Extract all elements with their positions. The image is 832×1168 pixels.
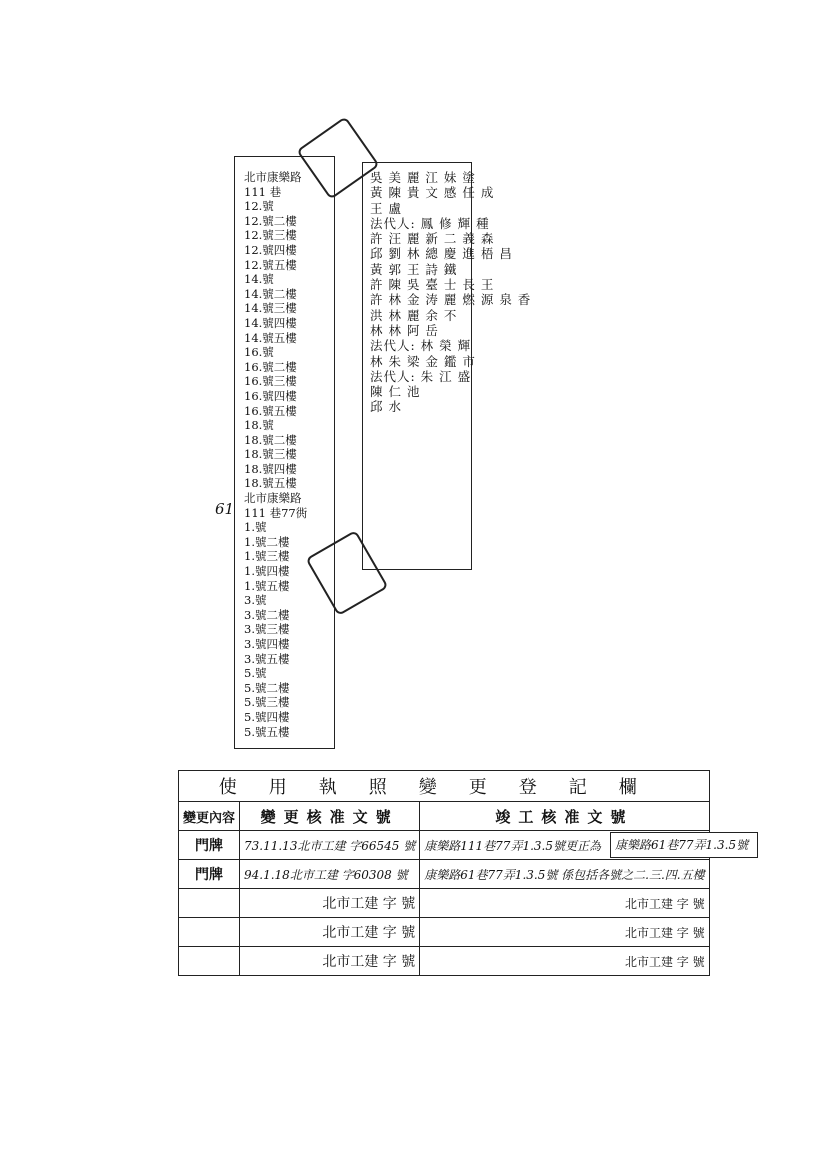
- address-line: 1.號二樓: [244, 534, 290, 549]
- address-line: 18.號五樓: [244, 476, 297, 491]
- owner-line: 許 汪 麗 新 二 義 森: [370, 231, 495, 247]
- address-line: 16.號: [244, 345, 274, 360]
- address-line: 1.號: [244, 520, 267, 535]
- owner-line: 黃 陳 貴 文 感 任 成: [370, 185, 495, 201]
- header-change-approval: 變更核准文號: [240, 802, 420, 831]
- address-line: 12.號二樓: [244, 213, 297, 228]
- row-content: [179, 918, 240, 947]
- handwritten-note: 康樂路61巷77弄1.3.5號: [610, 832, 758, 858]
- address-line: 14.號四樓: [244, 315, 297, 330]
- owner-line: 王 盧: [370, 200, 402, 216]
- table-row: [179, 889, 710, 918]
- address-line: 1.號三樓: [244, 549, 290, 564]
- row-completion: 康樂路111巷77弄1.3.5號更正為: [420, 831, 709, 860]
- row-content: [179, 889, 240, 918]
- owner-line: 邱 水: [370, 399, 402, 415]
- address-line: 111 巷: [244, 184, 282, 199]
- address-line: 16.號四樓: [244, 388, 297, 403]
- address-line: 14.號五樓: [244, 330, 297, 345]
- address-line: 12.號三樓: [244, 228, 297, 243]
- table-row: [179, 947, 710, 976]
- owner-line: 林 朱 梁 金 鑑 市: [370, 353, 476, 369]
- address-line: 1.號五樓: [244, 578, 290, 593]
- header-change-content: 變更內容: [179, 802, 240, 831]
- address-line: 16.號五樓: [244, 403, 297, 418]
- row-approval: 北市工建 字 號: [240, 889, 420, 918]
- usage-license-change-table: [178, 770, 710, 976]
- owner-line: 林 林 阿 岳: [370, 322, 439, 338]
- address-line: 16.號二樓: [244, 359, 297, 374]
- address-line: 18.號二樓: [244, 432, 297, 447]
- address-line: 14.號三樓: [244, 301, 297, 316]
- row-completion: 康樂路61巷77弄1.3.5號 係包括各號之二.三.四.五樓: [420, 860, 709, 889]
- owner-line: 法代人: 林 榮 輝: [370, 338, 472, 354]
- row-approval: 北市工建 字 號: [240, 947, 420, 976]
- table-title: 使用執照變更登記欄: [179, 771, 710, 802]
- address-line: 5.號: [244, 666, 267, 681]
- address-line: 北市康樂路: [244, 170, 302, 184]
- row-completion: 北市工建 字 號: [420, 947, 709, 976]
- table-row: [179, 860, 710, 889]
- address-line: 1.號四樓: [244, 564, 290, 579]
- row-completion: 北市工建 字 號: [420, 889, 709, 918]
- owner-line: 陳 仁 池: [370, 384, 421, 400]
- address-line: 18.號: [244, 418, 274, 433]
- owner-list: [370, 170, 532, 415]
- address-line: 5.號三樓: [244, 695, 290, 710]
- address-line: 14.號二樓: [244, 286, 297, 301]
- row-content: [179, 947, 240, 976]
- owner-line: 許 陳 吳 臺 士 長 王: [370, 277, 495, 293]
- address-line: 3.號四樓: [244, 637, 290, 651]
- row-approval: 北市工建 字 號: [240, 918, 420, 947]
- address-line: 18.號三樓: [244, 447, 297, 462]
- address-line: 5.號四樓: [244, 709, 290, 724]
- row-approval: 73.11.13北市工建 字66545 號: [240, 831, 420, 860]
- owner-line: 洪 林 麗 余 不: [370, 307, 458, 323]
- owner-line: 許 林 金 涛 麗 燃 源 泉 香: [370, 292, 532, 308]
- address-line: 3.號五樓: [244, 651, 290, 666]
- address-list: [244, 170, 336, 739]
- address-line: 5.號二樓: [244, 680, 290, 695]
- address-line: 14.號: [244, 272, 274, 287]
- address-line: 12.號五樓: [244, 257, 297, 272]
- row-content: 門牌: [179, 831, 240, 860]
- owner-line: 吳 美 麗 江 妹 塗: [370, 170, 476, 185]
- address-line: 12.號四樓: [244, 242, 297, 257]
- owner-line: 法代人: 鳳 修 輝 種: [370, 215, 490, 231]
- table-row: [179, 918, 710, 947]
- owner-line: 黃 郭 王 詩 鐵: [370, 261, 458, 277]
- address-line: 16.號三樓: [244, 374, 297, 389]
- header-completion-approval: 竣工核准文號: [420, 802, 709, 831]
- address-line: 111 巷77衖: [244, 505, 308, 520]
- owner-line: 法代人: 朱 江 盛: [370, 368, 472, 384]
- address-line: 12.號: [244, 199, 274, 214]
- address-line: 3.號二樓: [244, 607, 290, 622]
- row-completion: 北市工建 字 號: [420, 918, 709, 947]
- address-line: 3.號三樓: [244, 622, 290, 637]
- address-line: 北市康樂路: [244, 491, 302, 506]
- address-line: 18.號四樓: [244, 461, 297, 476]
- address-line: 3.號: [244, 593, 267, 608]
- address-line: 5.號五樓: [244, 724, 290, 739]
- owner-line: 邱 劉 林 總 慶 進 梧 昌: [370, 246, 513, 262]
- margin-number: 61: [215, 500, 235, 518]
- row-approval: 94.1.18北市工建 字60308 號: [240, 860, 420, 889]
- row-content: 門牌: [179, 860, 240, 889]
